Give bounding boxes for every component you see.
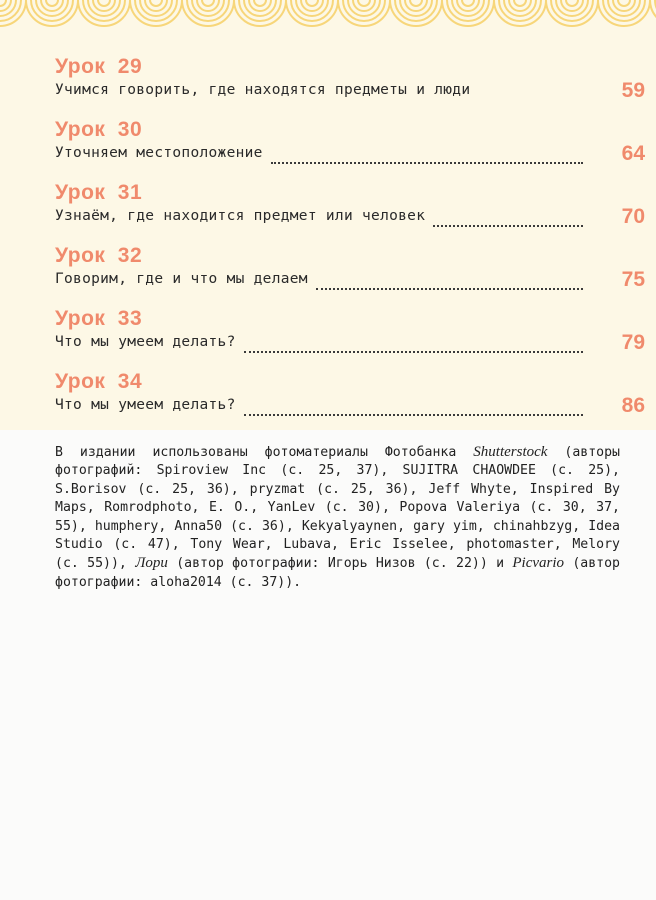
lesson-text: Уточняем местоположение — [55, 145, 263, 161]
scallop-arc — [78, 0, 130, 26]
credits-part3: (автор фотографии: aloha2014 (с. 37)). — [55, 556, 620, 590]
scallop-arc — [390, 0, 442, 26]
lesson-text: Что мы умеем делать? — [55, 397, 236, 413]
scallop-arc — [618, 0, 630, 6]
lesson-title: Урок 31 — [55, 181, 143, 204]
dot-leader — [271, 162, 583, 164]
dot-leader — [244, 414, 583, 416]
credits-intro: В издании использованы фотоматериалы Фотобанка — [55, 445, 474, 460]
page-number: 86 — [621, 394, 645, 417]
scallop-arc — [358, 0, 370, 6]
lesson-row — [55, 268, 645, 295]
scallop-arc — [46, 0, 58, 6]
page-number: 64 — [621, 142, 645, 165]
lesson-text: Узнаём, где находится предмет или человек — [55, 208, 426, 224]
lesson-title: Урок 32 — [55, 244, 143, 267]
scallop-arc — [182, 0, 234, 26]
lesson-title: Урок 34 — [55, 370, 143, 393]
credits-part1: (авторы фотографий: Spiroview Inc (с. 25, 37), SUJITRA CHAOWDEE (с. 25), S.Borisov (с. 25, 36), pryzmat (с. 25, 36), Jeff Whyte, Inspired By Maps, Romrodphoto, E. O., YanLev (с. 30), Popova Valeriya (с. 30, 37, 55), humphery, Anna50 (с. 36), Kekyalyaynen, gary yim, chinahbzyg, Idea Studio (с. 47), Tony Wear, Lubava, Eric Isselee, photomaster, Melory (с. 55)), — [55, 445, 620, 572]
lesson-row — [55, 331, 645, 358]
scallop-arc — [338, 0, 390, 26]
toc-entry[interactable] — [55, 118, 645, 174]
scallop-arc — [546, 0, 598, 26]
scallop-border-decoration — [0, 0, 656, 40]
table-of-contents-panel — [0, 0, 656, 430]
photo-credits — [55, 443, 620, 592]
toc-entry[interactable] — [55, 244, 645, 300]
page-number: 59 — [621, 79, 645, 102]
lesson-row — [55, 205, 645, 232]
source-lori: Лори — [135, 555, 168, 572]
scallop-arc — [254, 0, 266, 6]
source-picvario: Picvario — [512, 555, 565, 572]
lesson-text: Говорим, где и что мы делаем — [55, 271, 308, 287]
scallop-arc — [286, 0, 338, 26]
scallop-arc — [598, 0, 650, 26]
credits-part2: (автор фотографии: Игорь Низов (с. 22)) и — [167, 556, 513, 572]
scallop-arc — [442, 0, 494, 26]
lesson-row — [55, 142, 645, 169]
toc-entry[interactable] — [55, 181, 645, 237]
lesson-text: Что мы умеем делать? — [55, 334, 236, 350]
lesson-title: Урок 30 — [55, 118, 143, 141]
lesson-title: Урок 29 — [55, 55, 143, 78]
scallop-arc — [410, 0, 422, 6]
toc-entry[interactable] — [55, 307, 645, 363]
dot-leader — [433, 225, 583, 227]
page-number: 79 — [621, 331, 645, 354]
page-number: 70 — [621, 205, 645, 228]
toc-entry[interactable] — [55, 55, 645, 111]
lesson-text: Учимся говорить, где находятся предметы и люди — [55, 82, 471, 98]
scallop-arc — [306, 0, 318, 6]
scallop-arc — [26, 0, 78, 26]
scallop-arc — [150, 0, 162, 6]
toc-entry[interactable] — [55, 370, 645, 426]
scallop-arc — [514, 0, 526, 6]
dot-leader — [244, 351, 583, 353]
scallop-arc — [234, 0, 286, 26]
lesson-title: Урок 33 — [55, 307, 143, 330]
scallop-arc — [494, 0, 546, 26]
scallop-arc — [202, 0, 214, 6]
dot-leader — [478, 99, 639, 101]
lesson-row — [55, 79, 645, 106]
dot-leader — [316, 288, 583, 290]
scallop-arc — [0, 0, 6, 6]
page-number: 75 — [621, 268, 645, 291]
scallop-arc — [462, 0, 474, 6]
scallop-arc — [98, 0, 110, 6]
scallop-arc — [130, 0, 182, 26]
lesson-row — [55, 394, 645, 421]
source-shutterstock: Shutterstock — [473, 444, 548, 460]
scallop-arc — [566, 0, 578, 6]
